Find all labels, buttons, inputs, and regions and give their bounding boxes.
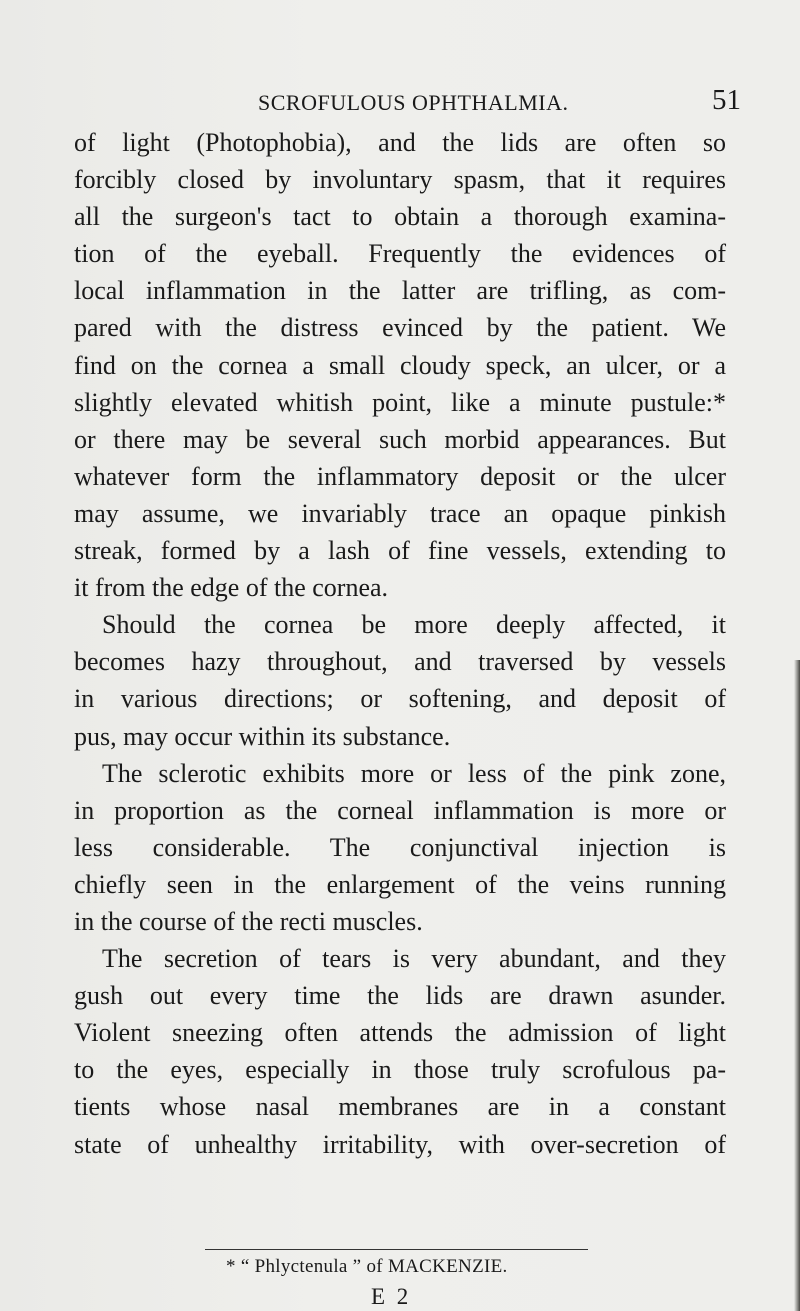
text-line: pus, may occur within its substance. [74, 721, 451, 751]
text-line: slightly elevated whitish point, like a minute pustule:* [74, 387, 726, 417]
text-line: gush out every time the lids are drawn asunder. [74, 981, 726, 1011]
page-number: 51 [712, 84, 741, 116]
text-line: it from the edge of the cornea. [74, 573, 389, 603]
signature-mark: E 2 [371, 1284, 412, 1309]
running-title: SCROFULOUS OPHTHALMIA. [258, 90, 569, 115]
text-line: pared with the distress evinced by the patient. We [74, 313, 726, 343]
text-line: becomes hazy throughout, and traversed by vessels [74, 647, 726, 677]
text-line: or there may be several such morbid appearances. But [74, 424, 726, 454]
text-line: state of unhealthy irritability, with over-secretion of [74, 1129, 726, 1159]
text-line: The sclerotic exhibits more or less of the pink zone, [102, 758, 726, 788]
text-line: to the eyes, especially in those truly scrofulous pa- [74, 1055, 726, 1085]
text-line: chiefly seen in the enlargement of the veins running [74, 869, 726, 899]
page-edge-shadow [794, 660, 800, 1311]
text-line: Should the cornea be more deeply affected, it [102, 610, 726, 640]
body-text [74, 124, 726, 1163]
text-line: find on the cornea a small cloudy speck, an ulcer, or a [74, 350, 726, 380]
footnote: * “ Phlyctenula ” of MACKENZIE. [226, 1256, 508, 1277]
text-line: in the course of the recti muscles. [74, 906, 423, 936]
text-line: of light (Photophobia), and the lids are often so [74, 128, 726, 157]
text-line: Violent sneezing often attends the admission of light [74, 1018, 726, 1048]
text-line: The secretion of tears is very abundant, and they [102, 944, 726, 974]
running-head [0, 82, 800, 122]
text-line: less considerable. The conjunctival injection is [74, 832, 726, 862]
text-line: tion of the eyeball. Frequently the evidences of [74, 239, 726, 269]
text-line: streak, formed by a lash of fine vessels, extending to [74, 536, 726, 566]
text-line: in proportion as the corneal inflammation is more or [74, 795, 726, 825]
text-line: in various directions; or softening, and deposit of [74, 684, 726, 714]
text-line: all the surgeon's tact to obtain a thorough examina- [74, 202, 726, 232]
text-line: forcibly closed by involuntary spasm, that it requires [74, 165, 726, 195]
text-line: whatever form the inflammatory deposit or the ulcer [74, 461, 726, 491]
text-line: tients whose nasal membranes are in a constant [74, 1092, 726, 1122]
footnote-rule [205, 1249, 588, 1250]
text-line: may assume, we invariably trace an opaque pinkish [74, 498, 726, 528]
text-line: local inflammation in the latter are trifling, as com- [74, 276, 726, 306]
